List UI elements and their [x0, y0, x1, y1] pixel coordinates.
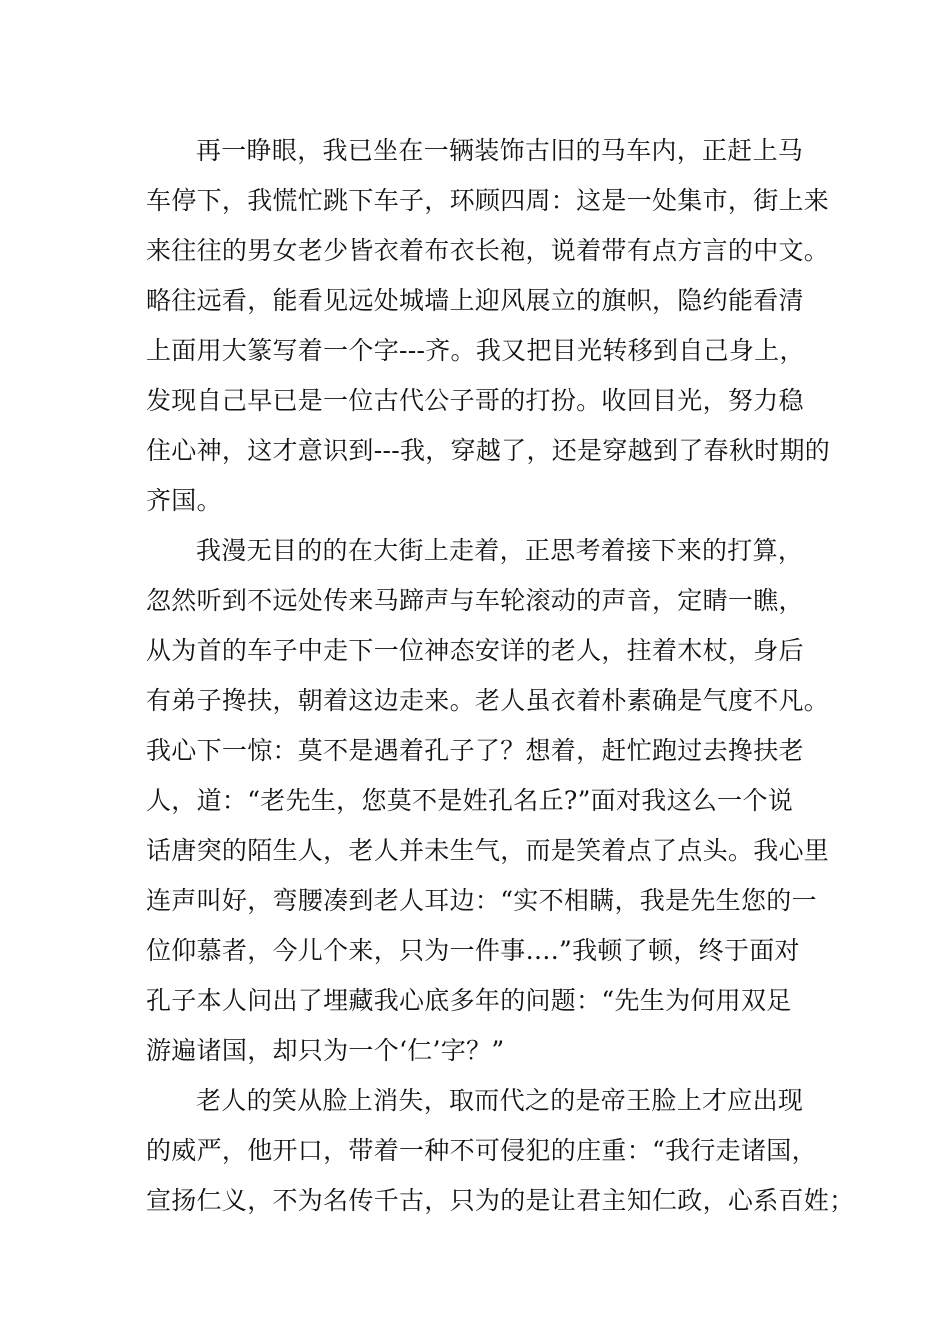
- text-line: 位仰慕者，今儿个来，只为一件事….”我顿了顿，终于面对: [146, 936, 800, 965]
- text-line: 从为首的车子中走下一位神态安详的老人，拄着木杖，身后: [146, 636, 804, 665]
- text-line: 我漫无目的的在大街上走着，正思考着接下来的打算，: [196, 536, 804, 565]
- text-line: 车停下，我慌忙跳下车子，环顾四周：这是一处集市，街上来: [146, 186, 830, 215]
- text-line: 人，道：“老先生，您莫不是姓孔名丘?”面对我这么一个说: [146, 786, 794, 815]
- paragraph-3: [146, 1076, 855, 1226]
- text-line: 的威严，他开口，带着一种不可侵犯的庄重：“我行走诸国，: [146, 1136, 817, 1165]
- text-line: 忽然听到不远处传来马蹄声与车轮滚动的声音，定睛一瞧，: [146, 586, 804, 615]
- text-line: 上面用大篆写着一个字---齐。我又把目光转移到自己身上，: [146, 336, 805, 365]
- text-line: 再一睁眼，我已坐在一辆装饰古旧的马车内，正赶上马: [196, 136, 804, 165]
- text-line: 连声叫好，弯腰凑到老人耳边：“实不相瞒，我是先生您的一: [146, 886, 817, 915]
- paragraph-1: [146, 126, 836, 526]
- text-line: 游遍诸国，却只为一个‘仁’字？”: [146, 1036, 505, 1065]
- text-line: 齐国。: [146, 486, 222, 515]
- text-line: 孔子本人问出了埋藏我心底多年的问题：“先生为何用双足: [146, 986, 792, 1015]
- text-line: 发现自己早已是一位古代公子哥的打扮。收回目光，努力稳: [146, 386, 804, 415]
- text-line: 老人的笑从脸上消失，取而代之的是帝王脸上才应出现: [196, 1086, 804, 1115]
- text-line: 话唐突的陌生人，老人并未生气，而是笑着点了点头。我心里: [146, 836, 830, 865]
- paragraph-2: [146, 526, 836, 1076]
- text-line: 宣扬仁义，不为名传千古，只为的是让君主知仁政，心系百姓；: [146, 1186, 855, 1215]
- text-line: 有弟子搀扶，朝着这边走来。老人虽衣着朴素确是气度不凡。: [146, 686, 830, 715]
- document-body: [146, 126, 855, 1226]
- text-line: 住心神，这才意识到---我，穿越了，还是穿越到了春秋时期的: [146, 436, 831, 465]
- text-line: 来往往的男女老少皆衣着布衣长袍，说着带有点方言的中文。: [146, 236, 830, 265]
- text-line: 我心下一惊：莫不是遇着孔子了？想着，赶忙跑过去搀扶老: [146, 736, 804, 765]
- text-line: 略往远看，能看见远处城墙上迎风展立的旗帜，隐约能看清: [146, 286, 804, 315]
